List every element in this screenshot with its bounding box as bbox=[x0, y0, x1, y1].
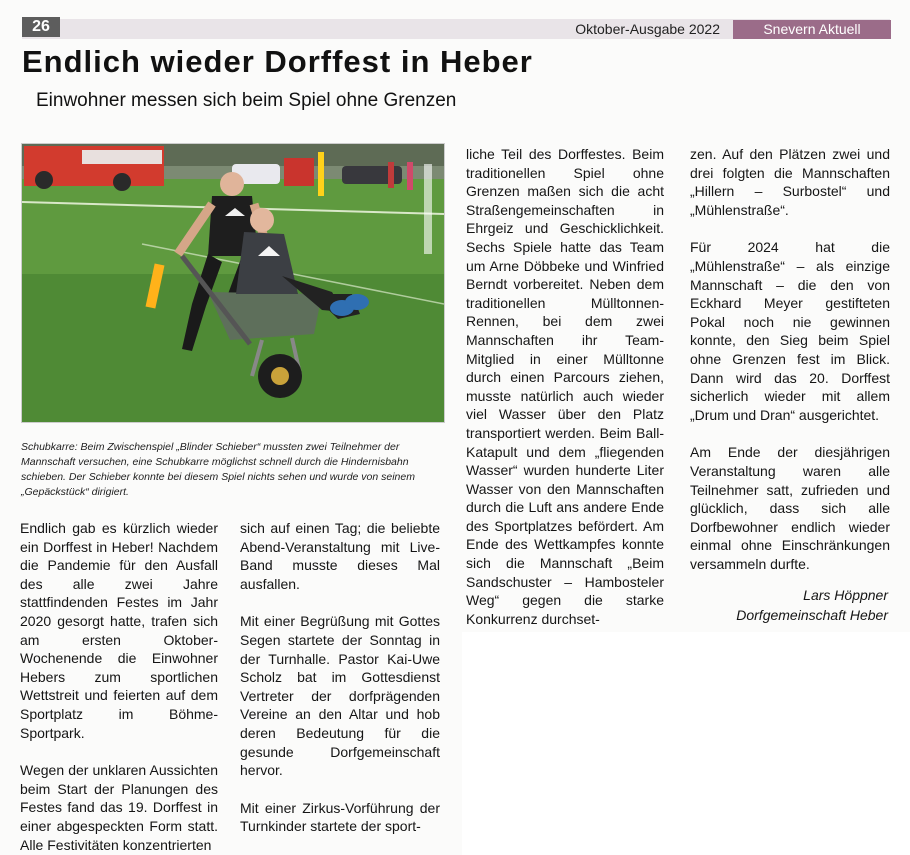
wheelbarrow-race-photo bbox=[22, 144, 444, 422]
paragraph: Für 2024 hat die „Mühlenstraße“ – als einzige Mannschaft – die den von Eckhard Meyer gestifteten Pokal noch nie gewinnen konnte, den Sieg beim Spiel ohne Grenzen fest im Blick. Dann wird das 20. Dorffest sicherlich wieder mit allem „Drum und Dran“ ausgerichtet. bbox=[690, 239, 890, 423]
article-photo bbox=[21, 143, 445, 423]
text-column-2 bbox=[240, 519, 440, 836]
text-column-3 bbox=[466, 145, 664, 628]
paragraph: Mit einer Begrüßung mit Gottes Segen startete der Sonntag in der Turnhalle. Pastor Kai-Uwe Scholz bat im Gottesdienst Vertreter der dorfprägenden Vereine an den Altar und hob deren Bedeutung für die gesunde Dorfgemeinschaft hervor. bbox=[240, 613, 440, 779]
paragraph: Mit einer Zirkus-Vorführung der Turnkinder startete der sport- bbox=[240, 799, 440, 835]
author-signature bbox=[690, 585, 888, 625]
publication-name: Snevern Aktuell bbox=[733, 20, 891, 39]
text-column-4 bbox=[690, 145, 890, 573]
blank-area bbox=[462, 632, 910, 855]
article-subheadline: Einwohner messen sich beim Spiel ohne Grenzen bbox=[36, 90, 457, 111]
author-name: Lars Höppner bbox=[803, 587, 888, 603]
issue-label: Oktober-Ausgabe 2022 bbox=[575, 21, 720, 37]
page-number: 26 bbox=[22, 17, 60, 37]
paragraph: liche Teil des Dorffestes. Beim traditionellen Spiel ohne Grenzen maßen sich die acht Straßengemeinschaften in Ehrgeiz und Geschicklichkeit. Sechs Spiele hatte das Team um Arne Döbbeke und Winfried Berndt vorbereitet. Neben dem traditionellen Mülltonnen-Rennen, bei dem zwei Mannschaften ihr Team-Mitglied in einer Mülltonne durch einen Parcours ziehen, musste natürlich auch wieder viel Wasser über den Platz transportiert werden. Beim Ball-Katapult und dem „fliegenden Wasser“ wurden hunderte Liter Wasser von den Mannschaften durch die Luft ans andere Ende des Sportplatzes befördert. Am Ende des Wettkampfes konnte sich die Mannschaft „Beim Sandschuster – Hambosteler Weg“ gegen die starke Konkurrenz durchset- bbox=[466, 146, 664, 627]
article-headline: Endlich wieder Dorffest in Heber bbox=[22, 44, 533, 79]
paragraph: zen. Auf den Plätzen zwei und drei folgten die Mannschaften „Hillern – Surbostel“ und „Mühlenstraße“. bbox=[690, 146, 890, 218]
author-organization: Dorfgemeinschaft Heber bbox=[736, 607, 888, 623]
paragraph: Am Ende der diesjährigen Veranstaltung waren alle Teilnehmer satt, zufrieden und glücklich, dass sich alle Dorfbewohner endlich wieder einmal ohne Einschränkungen versammeln durfte. bbox=[690, 444, 890, 572]
paragraph: Endlich gab es kürzlich wieder ein Dorffest in Heber! Nachdem die Pandemie für den Ausfall des alle zwei Jahre stattfindenden Festes im Jahr 2020 gesorgt hatte, trafen sich am ersten Oktober-Wochenende die Einwohner Hebers zum sportlichen Wettstreit und feierten auf dem Sportplatz im Böhme-Sportpark. bbox=[20, 520, 218, 741]
paragraph: Wegen der unklaren Aussichten beim Start der Planungen des Festes fand das 19. Dorffest in einer abgespeckten Form statt. Alle Festivitäten konzentrierten bbox=[20, 762, 218, 853]
paragraph: sich auf einen Tag; die beliebte Abend-Veranstaltung mit Live-Band musste dieses Mal ausfallen. bbox=[240, 520, 440, 592]
text-column-1 bbox=[20, 519, 218, 854]
photo-caption: Schubkarre: Beim Zwischenspiel „Blinder Schieber“ mussten zwei Teilnehmer der Mannschaft versuchen, eine Schubkarre möglichst schnell durch die Hindernisbahn schieben. Der Schieber konnte bei diesem Spiel nichts sehen und wurde von seinem „Gepäckstück“ dirigiert. bbox=[21, 441, 415, 498]
